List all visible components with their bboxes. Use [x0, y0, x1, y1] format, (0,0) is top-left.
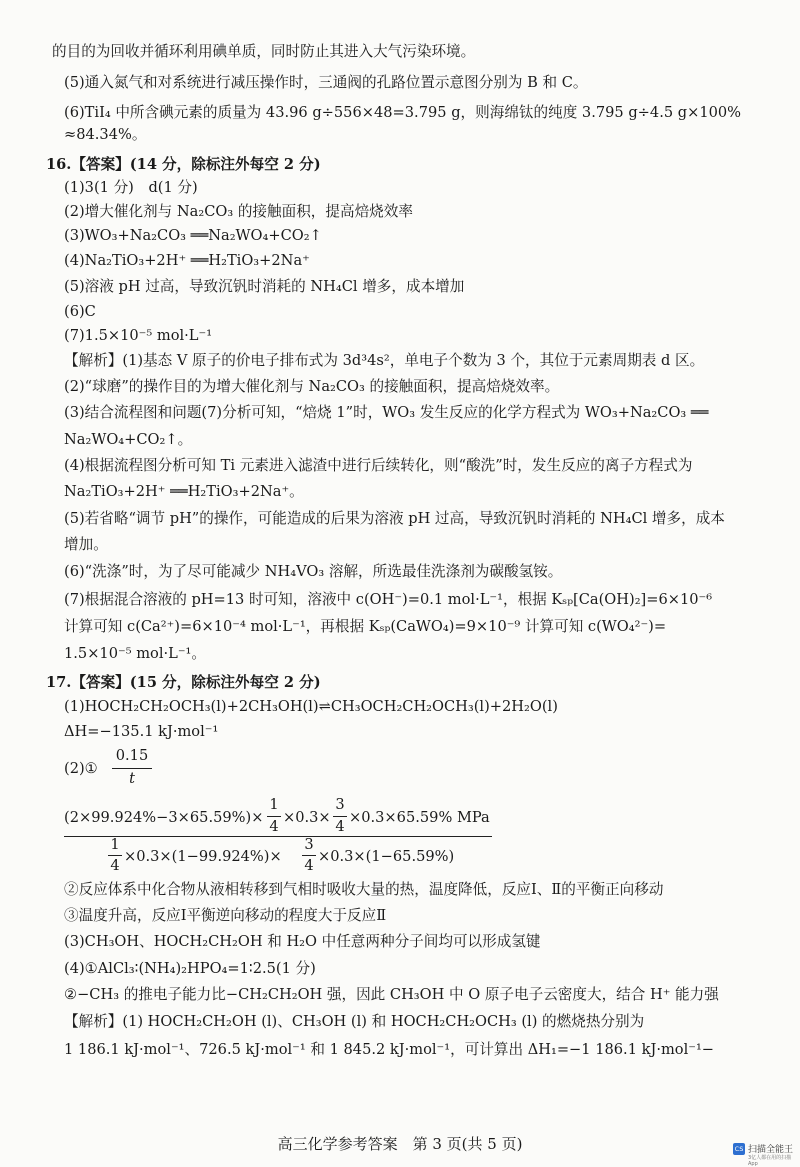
text-line: 计算可知 c(Ca²⁺)=6×10⁻⁴ mol·L⁻¹，再根据 Kₛₚ(CaWO₄)=9×10⁻⁹ 计算可知 c(WO₄²⁻)=: [64, 618, 667, 635]
question-17-header: 17.【答案】(15 分，除标注外每空 2 分): [46, 674, 321, 691]
text-line: ③温度升高，反应Ⅰ平衡逆向移动的程度大于反应Ⅱ: [64, 907, 387, 924]
fraction-denominator: 4: [304, 857, 314, 874]
fraction-numerator: 3: [335, 796, 345, 813]
text-line: 的目的为回收并循环利用碘单质，同时防止其进入大气污染环境。: [52, 43, 476, 60]
kp-fraction-bar: [64, 836, 492, 837]
text-line: (1)HOCH₂CH₂OCH₃(l)+2CH₃OH(l)⇌CH₃OCH₂CH₂OCH₃(l)+2H₂O(l): [64, 698, 558, 715]
text-line: (7)根据混合溶液的 pH=13 时可知，溶液中 c(OH⁻)=0.1 mol·L⁻¹，根据 Kₛₚ[Ca(OH)₂]=6×10⁻⁶: [64, 591, 713, 608]
text-line: (4)Na₂TiO₃+2H⁺ ══H₂TiO₃+2Na⁺: [64, 252, 310, 269]
text-line: (1)3(1 分) d(1 分): [64, 179, 198, 196]
fraction-bar: [302, 855, 316, 856]
text-line: ΔH=−135.1 kJ·mol⁻¹: [64, 723, 219, 740]
text-line: (3)WO₃+Na₂CO₃ ══Na₂WO₄+CO₂↑: [64, 227, 322, 244]
text-line: (5)通入氮气和对系统进行减压操作时，三通阀的孔路位置示意图分别为 B 和 C。: [64, 74, 588, 91]
kp-numerator-mid: ×0.3×: [283, 809, 331, 826]
scanner-watermark: [733, 1141, 799, 1167]
text-line: 1 186.1 kJ·mol⁻¹、726.5 kJ·mol⁻¹ 和 1 845.2 kJ·mol⁻¹，可计算出 ΔH₁=−1 186.1 kJ·mol⁻¹−: [64, 1041, 715, 1058]
text-line: ②反应体系中化合物从液相转移到气相时吸收大量的热，温度降低，反应Ⅰ、Ⅱ的平衡正向移动: [64, 881, 664, 898]
fraction-denominator: 4: [269, 818, 279, 835]
page-footer: 高三化学参考答案 第 3 页(共 5 页): [277, 1135, 523, 1153]
text-line: (2)增大催化剂与 Na₂CO₃ 的接触面积，提高焙烧效率: [64, 203, 413, 220]
text-line: (4)①AlCl₃∶(NH₄)₂HPO₄=1∶2.5(1 分): [64, 960, 316, 977]
text-line: (3)结合流程图和问题(7)分析可知，“焙烧 1”时，WO₃ 发生反应的化学方程式为 WO₃+Na₂CO₃ ══: [64, 404, 709, 421]
fraction-bar: [333, 816, 347, 817]
analysis-line: 【解析】(1) HOCH₂CH₂OH (l)、CH₃OH (l) 和 HOCH₂CH₂OCH₃ (l) 的燃烧热分别为: [64, 1013, 645, 1030]
question-16-header: 16.【答案】(14 分，除标注外每空 2 分): [46, 156, 321, 173]
fraction-denominator: 4: [335, 818, 345, 835]
scanner-app-name: 扫描全能王: [748, 1145, 794, 1155]
scanner-logo-icon: CS: [734, 1145, 744, 1153]
scanner-tagline: 3亿人都在用的扫描App: [748, 1155, 792, 1167]
fraction-numerator: 1: [110, 836, 120, 853]
analysis-line: 【解析】(1)基态 V 原子的价电子排布式为 3d³4s²，单电子个数为 3 个，其位于元素周期表 d 区。: [64, 352, 705, 369]
fraction-bar: [112, 768, 152, 769]
fraction-bar: [108, 855, 122, 856]
text-line: (2)“球磨”的操作目的为增大催化剂与 Na₂CO₃ 的接触面积，提高焙烧效率。: [64, 378, 560, 395]
text-line: (5)溶液 pH 过高，导致沉钒时消耗的 NH₄Cl 增多，成本增加: [64, 278, 465, 295]
kp-numerator-right: ×0.3×65.59% MPa: [349, 809, 490, 826]
text-line: ②−CH₃ 的推电子能力比−CH₂CH₂OH 强，因此 CH₃OH 中 O 原子电子云密度大，结合 H⁺ 能力强: [64, 986, 719, 1003]
text-line: Na₂WO₄+CO₂↑。: [64, 431, 193, 448]
fraction-bar: [267, 816, 281, 817]
rate-numerator: 0.15: [115, 747, 149, 764]
text-line: Na₂TiO₃+2H⁺ ══H₂TiO₃+2Na⁺。: [64, 483, 304, 500]
text-line: 增加。: [64, 536, 108, 553]
text-line: (6)“洗涤”时，为了尽可能减少 NH₄VO₃ 溶解，所选最佳洗涤剂为碳酸氢铵。: [64, 563, 563, 580]
text-line: 1.5×10⁻⁵ mol·L⁻¹。: [64, 645, 206, 662]
text-line: (7)1.5×10⁻⁵ mol·L⁻¹: [64, 327, 213, 344]
text-line: (3)CH₃OH、HOCH₂CH₂OH 和 H₂O 中任意两种分子间均可以形成氢键: [64, 933, 541, 950]
text-line: ≈84.34%。: [64, 126, 147, 143]
q2-prefix: (2)①: [64, 760, 98, 777]
kp-numerator-left: (2×99.924%−3×65.59%)×: [64, 809, 264, 826]
text-line: (6)TiI₄ 中所含碘元素的质量为 43.96 g÷556×48=3.795 g，则海绵钛的纯度 3.795 g÷4.5 g×100%: [64, 104, 742, 121]
fraction-denominator: 4: [110, 857, 120, 874]
text-line: (4)根据流程图分析可知 Ti 元素进入滤渣中进行后续转化，则“酸洗”时，发生反应的离子方程式为: [64, 457, 693, 474]
fraction-numerator: 1: [269, 796, 279, 813]
kp-denominator-mid: ×0.3×(1−99.924%)×: [124, 848, 282, 865]
text-line: (6)C: [64, 303, 96, 320]
text-line: (5)若省略“调节 pH”的操作，可能造成的后果为溶液 pH 过高，导致沉钒时消耗的 NH₄Cl 增多，成本: [64, 510, 725, 527]
kp-denominator-right: ×0.3×(1−65.59%): [318, 848, 455, 865]
fraction-numerator: 3: [304, 836, 314, 853]
rate-denominator: t: [129, 770, 135, 787]
